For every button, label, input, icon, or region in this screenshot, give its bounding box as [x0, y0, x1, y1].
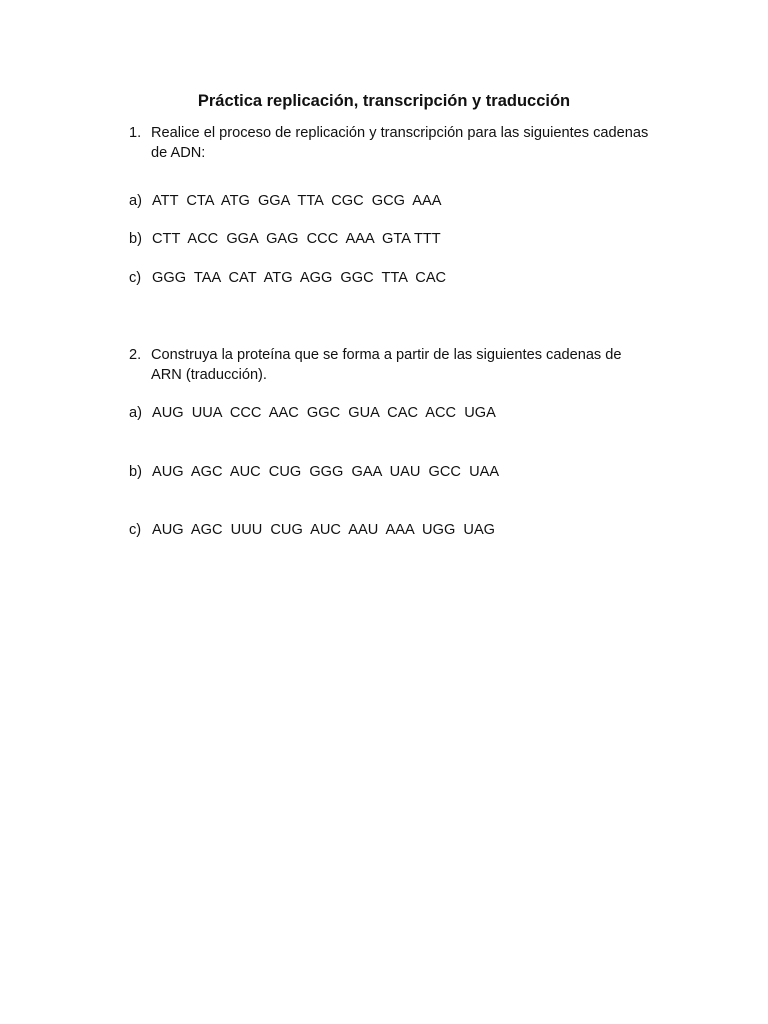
dna-sequence: CTT ACC GGA GAG CCC AAA GTA TTT — [152, 231, 441, 247]
dna-sequence: ATT CTA ATG GGA TTA CGC GCG AAA — [152, 193, 442, 209]
item-letter: a) — [129, 193, 142, 209]
item-letter: c) — [129, 522, 142, 538]
question-number: 1. — [129, 125, 142, 141]
rna-sequence: AUG UUA CCC AAC GGC GUA CAC ACC UGA — [152, 405, 496, 421]
item-letter: a) — [129, 405, 142, 421]
rna-sequence-item — [129, 520, 496, 600]
question-text: Construya la proteína que se forma a partir de las siguientes cadenas de ARN (traducción). — [151, 347, 622, 383]
dna-sequence-item — [129, 268, 447, 348]
rna-sequence: AUG AGC UUU CUG AUC AAU AAA UGG UAG — [152, 522, 496, 538]
dna-sequence: GGG TAA CAT ATG AGG GGC TTA CAC — [152, 270, 447, 286]
question-number: 2. — [129, 347, 142, 363]
rna-sequence: AUG AGC AUC CUG GGG GAA UAU GCC UAA — [152, 464, 500, 480]
question-text: Realice el proceso de replicación y transcripción para las siguientes cadenas de ADN: — [151, 125, 649, 161]
question-1 — [129, 123, 649, 163]
page-title: Práctica replicación, transcripción y traducción — [197, 92, 571, 110]
item-letter: b) — [129, 464, 142, 480]
item-letter: c) — [129, 270, 142, 286]
question-2 — [129, 345, 649, 385]
item-letter: b) — [129, 231, 142, 247]
